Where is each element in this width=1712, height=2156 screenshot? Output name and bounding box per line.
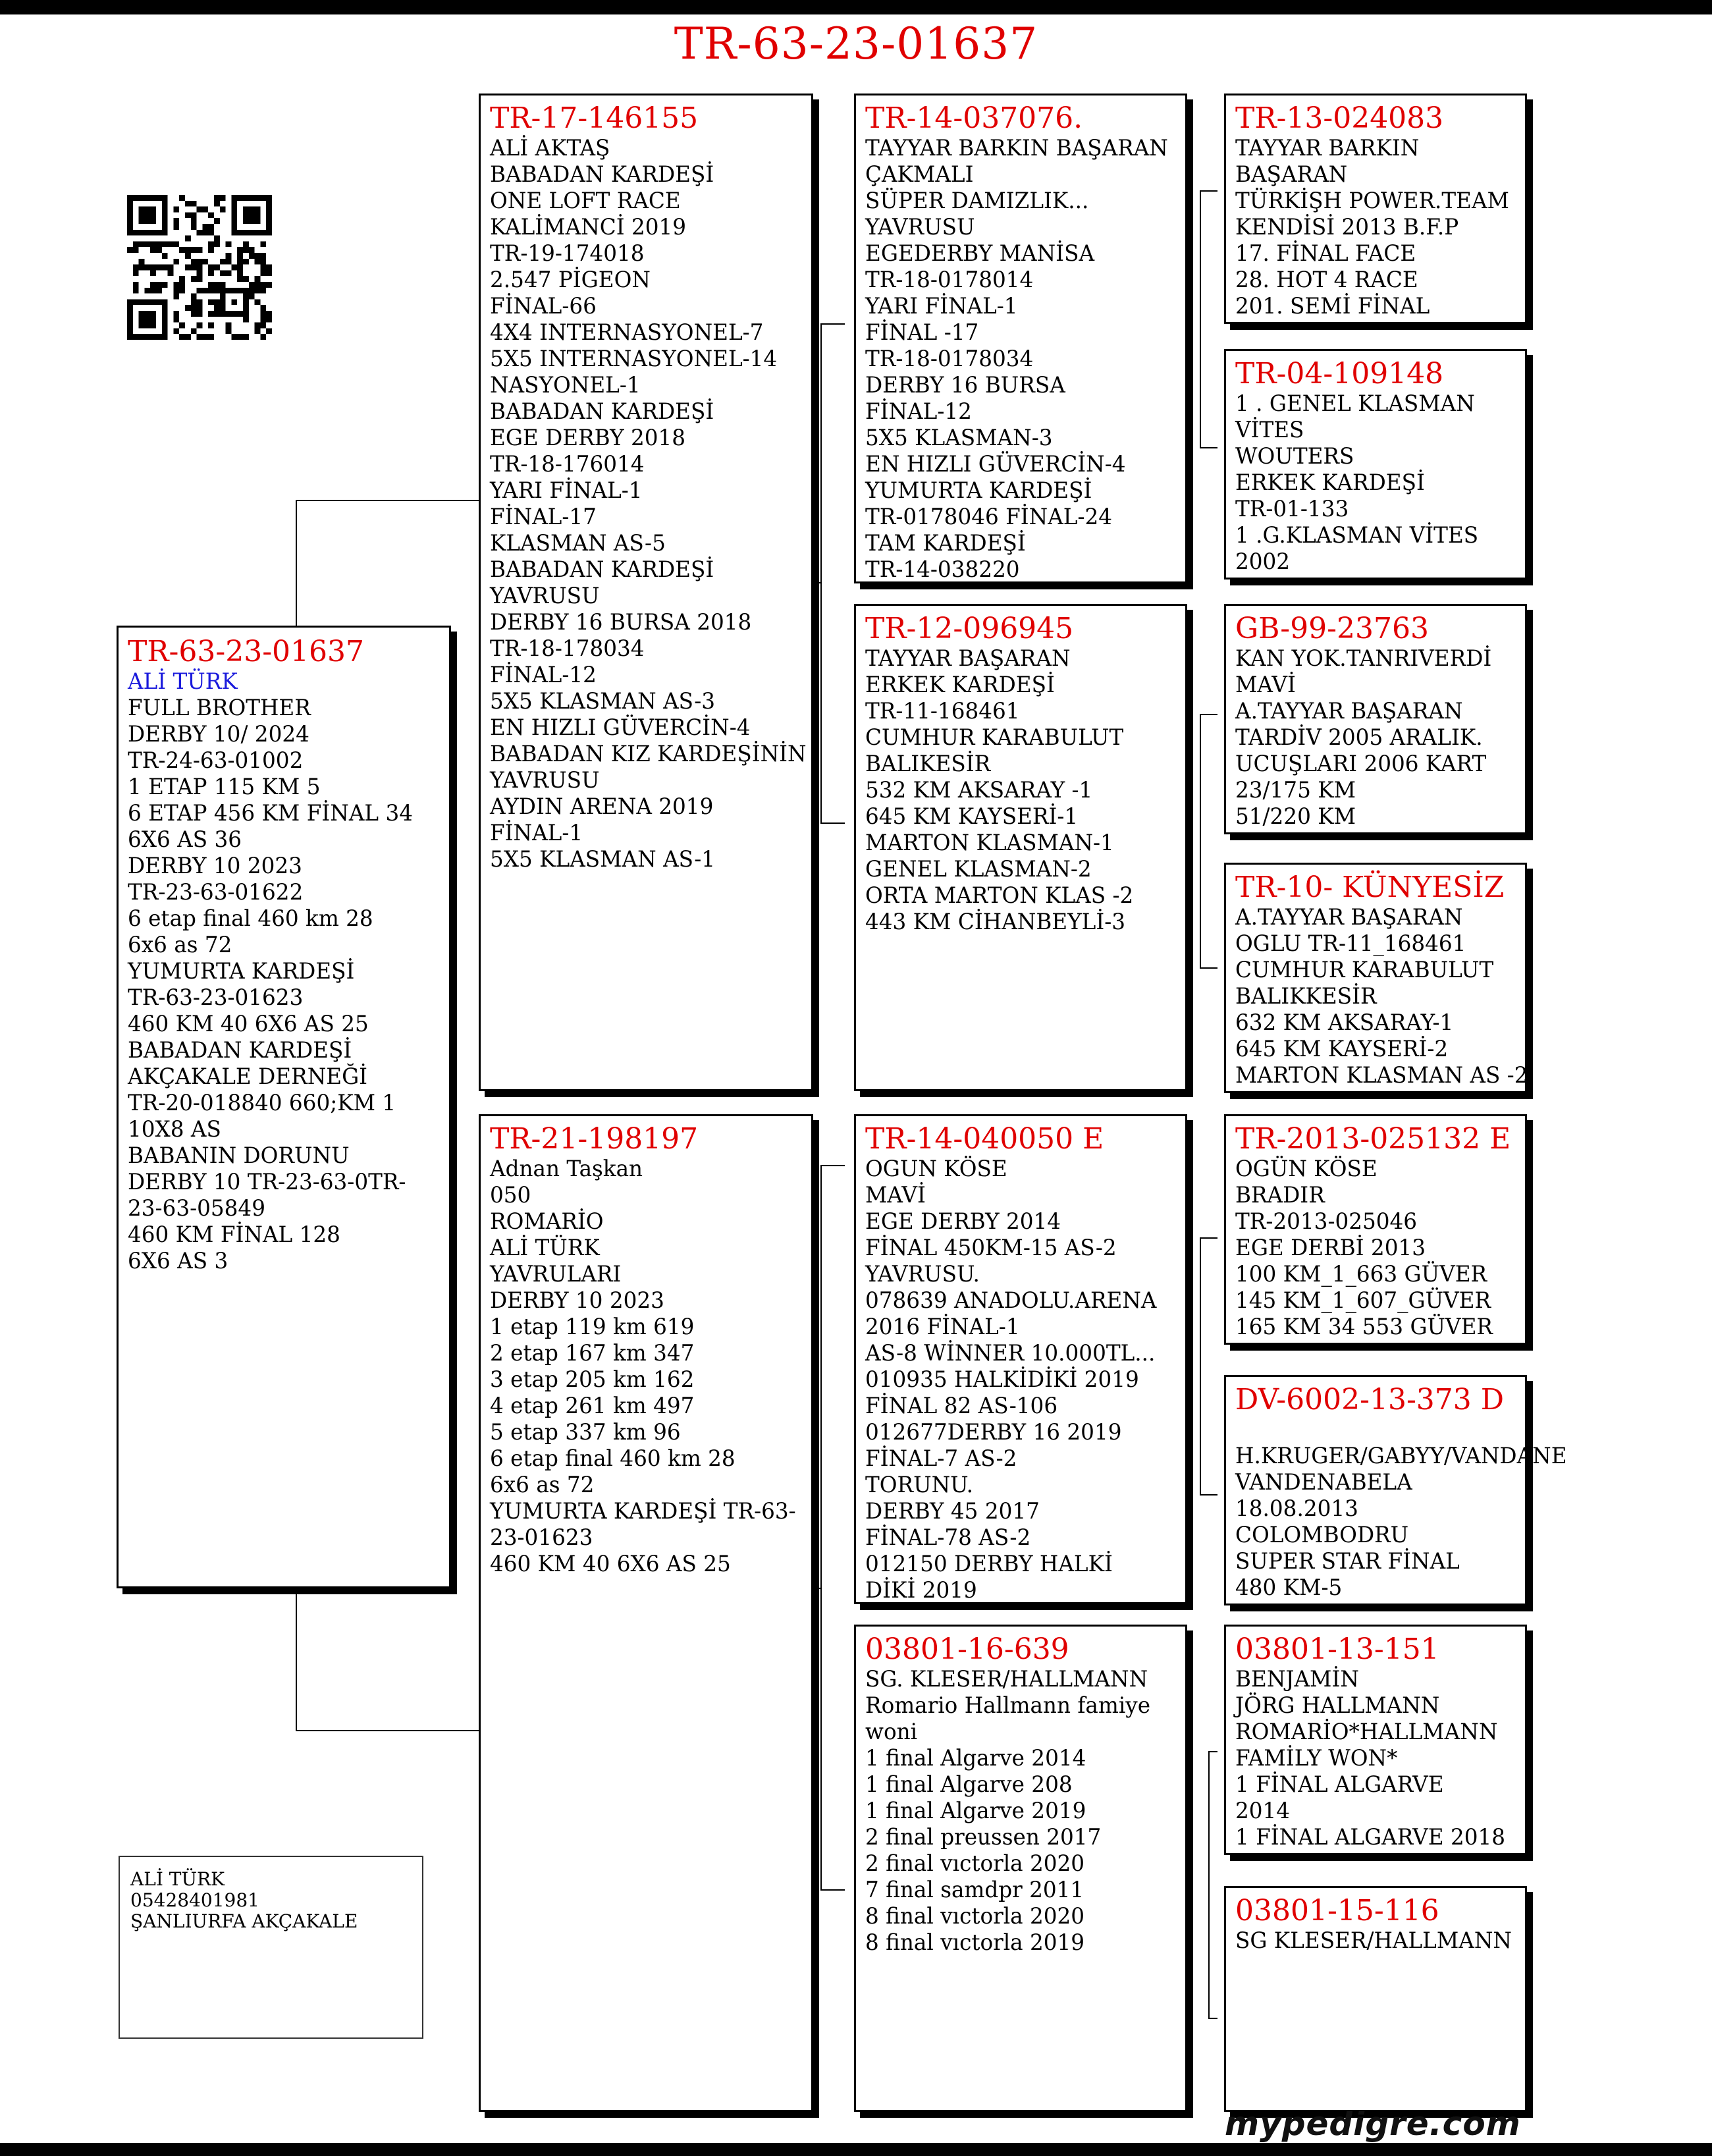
bottom-border xyxy=(0,2143,1712,2156)
detail-line: EN HIZLI GÜVERCİN-4 xyxy=(490,714,751,741)
detail-line: SÜPER DAMIZLIK... xyxy=(865,188,1089,214)
detail-line: 10X8 AS xyxy=(128,1116,221,1143)
detail-line: ALİ TÜRK xyxy=(490,1235,600,1261)
contact-location: ŞANLIURFA AKÇAKALE xyxy=(130,1910,358,1932)
ddd-details xyxy=(1235,1927,1516,1954)
detail-line: 6 etap final 460 km 28 xyxy=(490,1445,736,1472)
detail-line: 17. FİNAL FACE xyxy=(1235,240,1416,267)
detail-line: 1 FİNAL ALGARVE xyxy=(1235,1771,1444,1798)
detail-line: NASYONEL-1 xyxy=(490,372,641,398)
detail-line: TR-18-176014 xyxy=(490,451,645,477)
detail-line: TR-24-63-01002 xyxy=(128,747,304,774)
sds-ring-number: GB-99-23763 xyxy=(1235,612,1429,645)
detail-line: 6X6 AS 36 xyxy=(128,826,242,853)
detail-line: SUPER STAR FİNAL xyxy=(1235,1548,1460,1575)
sire-ring-number: TR-17-146155 xyxy=(490,101,699,135)
detail-line: TR-18-178034 xyxy=(490,635,645,662)
detail-line xyxy=(1235,1416,1505,1443)
detail-line: ERKEK KARDEŞİ xyxy=(1235,470,1425,496)
sdd-details xyxy=(1235,904,1528,1089)
sire-sire-dam-card xyxy=(1224,349,1527,579)
detail-line: 3 etap 205 km 162 xyxy=(490,1366,695,1393)
detail-line: 645 KM KAYSERİ-2 xyxy=(1235,1036,1449,1062)
detail-line: YARI FİNAL-1 xyxy=(490,477,643,504)
detail-line: BALIKKESİR xyxy=(1235,983,1377,1010)
sire-details xyxy=(490,135,807,873)
detail-line: BABANIN DORUNU xyxy=(128,1143,350,1169)
detail-line: TR-11-168461 xyxy=(865,698,1020,724)
watermark-logo: mypedigre.com xyxy=(1225,2105,1521,2143)
detail-line: 5X5 KLASMAN AS-1 xyxy=(490,846,715,873)
sdd-ring-number: TR-10- KÜNYESİZ xyxy=(1235,871,1505,904)
detail-line: Romario Hallmann famiye xyxy=(865,1692,1151,1719)
contact-phone: 05428401981 xyxy=(130,1889,259,1911)
detail-line: FAMİLY WON* xyxy=(1235,1745,1398,1771)
detail-line: TR-01-133 xyxy=(1235,496,1349,522)
detail-line: MAVİ xyxy=(865,1182,926,1208)
detail-line: DERBY 10 2023 xyxy=(490,1287,664,1314)
ddd-ring-number: 03801-15-116 xyxy=(1235,1894,1439,1927)
dss-details xyxy=(1235,1156,1516,1340)
detail-line: TR-0178046 FİNAL-24 xyxy=(865,504,1113,530)
dam-ring-number: TR-21-198197 xyxy=(490,1122,699,1156)
detail-line: KENDİSİ 2013 B.F.P xyxy=(1235,214,1459,240)
sire-dam-sire-card xyxy=(1224,604,1527,834)
detail-line: 050 xyxy=(490,1182,531,1208)
detail-line: 5 etap 337 km 96 xyxy=(490,1419,681,1445)
detail-line: BABADAN KARDEŞİ xyxy=(490,556,714,583)
dam-sire-sire-card xyxy=(1224,1114,1527,1345)
detail-line: TAM KARDEŞİ xyxy=(865,530,1026,556)
detail-line: YUMURTA KARDEŞİ xyxy=(128,958,355,984)
detail-line: TR-18-0178034 xyxy=(865,346,1034,372)
detail-line: KAN YOK.TANRIVERDİ xyxy=(1235,645,1492,672)
dam-dam-dam-card xyxy=(1224,1886,1527,2112)
detail-line: BABADAN KARDEŞİ xyxy=(128,1037,352,1064)
detail-line: JÖRG HALLMANN xyxy=(1235,1692,1440,1719)
detail-line: 100 KM_1_663 GÜVER xyxy=(1235,1261,1487,1287)
detail-line: A.TAYYAR BAŞARAN xyxy=(1235,904,1463,930)
detail-line: 1 final Algarve 208 xyxy=(865,1771,1073,1798)
subject-details xyxy=(128,695,440,1274)
detail-line: 4X4 INTERNASYONEL-7 xyxy=(490,319,764,346)
detail-line: BAŞARAN xyxy=(1235,161,1348,188)
detail-line: UCUŞLARI 2006 KART xyxy=(1235,751,1487,777)
detail-line: BRADIR xyxy=(1235,1182,1325,1208)
detail-line: YAVRUSU. xyxy=(865,1261,980,1287)
detail-line: ÇAKMALI xyxy=(865,161,974,188)
detail-line: DERBY 10 TR-23-63-0TR- xyxy=(128,1169,406,1195)
sire-card xyxy=(479,94,813,1091)
detail-line: OGUN KÖSE xyxy=(865,1156,1007,1182)
detail-line: 1 ETAP 115 KM 5 xyxy=(128,774,321,800)
detail-line: TR-20-018840 660;KM 1 xyxy=(128,1090,396,1116)
dss-ring-number: TR-2013-025132 E xyxy=(1235,1122,1511,1156)
detail-line: TORUNU. xyxy=(865,1472,974,1498)
subject-owner: ALİ TÜRK xyxy=(128,668,238,695)
dam-sire-details xyxy=(865,1156,1176,1604)
detail-line: FULL BROTHER xyxy=(128,695,311,721)
detail-line: YUMURTA KARDEŞİ TR-63- xyxy=(490,1498,796,1524)
detail-line: 51/220 KM xyxy=(1235,803,1356,830)
dam-dam-ring-number: 03801-16-639 xyxy=(865,1632,1069,1666)
detail-line: DERBY 10/ 2024 xyxy=(128,721,309,747)
detail-line: 6 etap final 460 km 28 xyxy=(128,905,373,932)
detail-line: 23-63-05849 xyxy=(128,1195,265,1222)
detail-line: ALİ AKTAŞ xyxy=(490,135,610,161)
detail-line: 23-01623 xyxy=(490,1524,593,1551)
detail-line: VİTES xyxy=(1235,417,1304,443)
detail-line: FİNAL-66 xyxy=(490,293,597,319)
dam-sire-ring-number: TR-14-040050 E xyxy=(865,1122,1104,1156)
sire-sire-ring-number: TR-14-037076. xyxy=(865,101,1083,135)
detail-line: 645 KM KAYSERİ-1 xyxy=(865,803,1079,830)
detail-line: 6x6 as 72 xyxy=(490,1472,595,1498)
detail-line: KALİMANCİ 2019 xyxy=(490,214,687,240)
dds-details xyxy=(1235,1666,1516,1850)
detail-line: DERBY 16 BURSA 2018 xyxy=(490,609,752,635)
sire-dam-card xyxy=(854,604,1187,1091)
detail-line: 2016 FİNAL-1 xyxy=(865,1314,1020,1340)
ssd-details xyxy=(1235,391,1516,575)
detail-line: GENEL KLASMAN-2 xyxy=(865,856,1092,882)
sss-ring-number: TR-13-024083 xyxy=(1235,101,1444,135)
subject-pigeon-card xyxy=(117,626,451,1588)
detail-line: 1 final Algarve 2019 xyxy=(865,1798,1086,1824)
detail-line: ROMARİO*HALLMANN xyxy=(1235,1719,1498,1745)
page-title: TR-63-23-01637 xyxy=(674,18,1038,69)
detail-line: 145 KM_1_607_GÜVER xyxy=(1235,1287,1491,1314)
detail-line: TAYYAR BARKIN xyxy=(1235,135,1420,161)
detail-line: FİNAL 82 AS-106 xyxy=(865,1393,1058,1419)
detail-line: AYDIN ARENA 2019 xyxy=(490,794,714,820)
detail-line: 1 .G.KLASMAN VİTES xyxy=(1235,522,1479,549)
sire-dam-details xyxy=(865,645,1176,935)
detail-line: DİKİ 2019 xyxy=(865,1577,977,1604)
detail-line: EN HIZLI GÜVERCİN-4 xyxy=(865,451,1126,477)
detail-line: TAYYAR BARKIN BAŞARAN xyxy=(865,135,1168,161)
dam-dam-card xyxy=(854,1625,1187,2112)
sire-sire-card xyxy=(854,94,1187,583)
detail-line: TARDİV 2005 ARALIK. xyxy=(1235,724,1483,751)
detail-line: MARTON KLASMAN AS -2 xyxy=(1235,1062,1528,1089)
sire-sire-sire-card xyxy=(1224,94,1527,324)
detail-line: 2002 xyxy=(1235,549,1291,575)
sire-sire-details xyxy=(865,135,1176,583)
detail-line: 460 KM 40 6X6 AS 25 xyxy=(128,1011,369,1037)
detail-line: 632 KM AKSARAY-1 xyxy=(1235,1010,1454,1036)
sire-dam-dam-card xyxy=(1224,863,1527,1093)
detail-line: FİNAL-12 xyxy=(865,398,972,425)
detail-line: 5X5 KLASMAN AS-3 xyxy=(490,688,715,714)
detail-line: 2 final vıctorla 2020 xyxy=(865,1850,1085,1877)
detail-line: 2 etap 167 km 347 xyxy=(490,1340,695,1366)
detail-line: FİNAL-1 xyxy=(490,820,583,846)
detail-line: DERBY 45 2017 xyxy=(865,1498,1040,1524)
detail-line: 4 etap 261 km 497 xyxy=(490,1393,695,1419)
detail-line: EGE DERBİ 2013 xyxy=(1235,1235,1426,1261)
detail-line: 532 KM AKSARAY -1 xyxy=(865,777,1093,803)
detail-line: SG. KLESER/HALLMANN xyxy=(865,1666,1148,1692)
detail-line: EGEDERBY MANİSA xyxy=(865,240,1095,267)
detail-line: BALIKESİR xyxy=(865,751,991,777)
detail-line: FİNAL-12 xyxy=(490,662,597,688)
detail-line: 2.547 PİGEON xyxy=(490,267,651,293)
detail-line: AS-8 WİNNER 10.000TL... xyxy=(865,1340,1156,1366)
detail-line: YUMURTA KARDEŞİ xyxy=(865,477,1092,504)
detail-line: BABADAN KARDEŞİ xyxy=(490,398,714,425)
dds-ring-number: 03801-13-151 xyxy=(1235,1632,1439,1666)
detail-line: 6X6 AS 3 xyxy=(128,1248,228,1274)
dsd-details xyxy=(1235,1416,1567,1601)
detail-line: 460 KM FİNAL 128 xyxy=(128,1222,340,1248)
detail-line: Adnan Taşkan xyxy=(490,1156,643,1182)
detail-line: BENJAMİN xyxy=(1235,1666,1359,1692)
detail-line: ERKEK KARDEŞİ xyxy=(865,672,1055,698)
sire-dam-ring-number: TR-12-096945 xyxy=(865,612,1074,645)
detail-line: EGE DERBY 2018 xyxy=(490,425,686,451)
breeder-contact-box xyxy=(119,1856,423,2039)
detail-line: FİNAL-7 AS-2 xyxy=(865,1445,1017,1472)
detail-line: BABADAN KARDEŞİ xyxy=(490,161,714,188)
detail-line: DERBY 16 BURSA xyxy=(865,372,1065,398)
detail-line: ROMARİO xyxy=(490,1208,604,1235)
detail-line: DERBY 10 2023 xyxy=(128,853,302,879)
detail-line: BABADAN KIZ KARDEŞİNİN xyxy=(490,741,807,767)
detail-line: TR-63-23-01623 xyxy=(128,984,304,1011)
detail-line: 8 final vıctorla 2020 xyxy=(865,1903,1085,1929)
detail-line: ORTA MARTON KLAS -2 xyxy=(865,882,1134,909)
dam-sire-dam-card xyxy=(1224,1375,1567,1605)
detail-line: 1 etap 119 km 619 xyxy=(490,1314,695,1340)
detail-line: 28. HOT 4 RACE xyxy=(1235,267,1418,293)
detail-line: WOUTERS xyxy=(1235,443,1354,470)
dam-card xyxy=(479,1114,813,2112)
detail-line: MAVİ xyxy=(1235,672,1296,698)
detail-line: 1 FİNAL ALGARVE 2018 xyxy=(1235,1824,1506,1850)
detail-line: 480 KM-5 xyxy=(1235,1575,1343,1601)
detail-line: TÜRKİŞH POWER.TEAM xyxy=(1235,188,1509,214)
detail-line: 6 ETAP 456 KM FİNAL 34 xyxy=(128,800,413,826)
detail-line: TR-2013-025046 xyxy=(1235,1208,1418,1235)
detail-line: FİNAL -17 xyxy=(865,319,979,346)
detail-line: TR-19-174018 xyxy=(490,240,645,267)
detail-line: 443 KM CİHANBEYLİ-3 xyxy=(865,909,1126,935)
detail-line: ONE LOFT RACE xyxy=(490,188,681,214)
subject-ring-number: TR-63-23-01637 xyxy=(128,635,365,668)
detail-line: 7 final samdpr 2011 xyxy=(865,1877,1084,1903)
sss-details xyxy=(1235,135,1516,319)
detail-line: 5X5 INTERNASYONEL-14 xyxy=(490,346,778,372)
detail-line: YAVRULARI xyxy=(490,1261,622,1287)
detail-line: 23/175 KM xyxy=(1235,777,1356,803)
detail-line: 18.08.2013 xyxy=(1235,1496,1358,1522)
dam-dam-sire-card xyxy=(1224,1625,1527,1855)
detail-line: FİNAL 450KM-15 AS-2 xyxy=(865,1235,1117,1261)
sds-details xyxy=(1235,645,1516,830)
detail-line: VANDENABELA xyxy=(1235,1469,1412,1496)
detail-line: TR-18-0178014 xyxy=(865,267,1034,293)
detail-line: 1 . GENEL KLASMAN xyxy=(1235,391,1475,417)
detail-line: 6x6 as 72 xyxy=(128,932,232,958)
detail-line: AKÇAKALE DERNEĞİ xyxy=(128,1064,368,1090)
detail-line: YAVRUSU xyxy=(865,214,975,240)
detail-line: MARTON KLASMAN-1 xyxy=(865,830,1114,856)
detail-line: 2014 xyxy=(1235,1798,1291,1824)
detail-line: FİNAL-17 xyxy=(490,504,597,530)
detail-line: 2 final preussen 2017 xyxy=(865,1824,1102,1850)
detail-line: 010935 HALKİDİKİ 2019 xyxy=(865,1366,1139,1393)
detail-line: TR-23-63-01622 xyxy=(128,879,304,905)
detail-line: YAVRUSU xyxy=(490,583,600,609)
detail-line: 460 KM 40 6X6 AS 25 xyxy=(490,1551,731,1577)
detail-line: KLASMAN AS-5 xyxy=(490,530,666,556)
detail-line: 8 final vıctorla 2019 xyxy=(865,1929,1085,1956)
ssd-ring-number: TR-04-109148 xyxy=(1235,357,1444,391)
contact-name: ALİ TÜRK xyxy=(130,1868,225,1890)
detail-line: 012677DERBY 16 2019 xyxy=(865,1419,1122,1445)
detail-line: TR-14-038220 xyxy=(865,556,1020,583)
detail-line: 012150 DERBY HALKİ xyxy=(865,1551,1113,1577)
detail-line: 5X5 KLASMAN-3 xyxy=(865,425,1053,451)
detail-line: CUMHUR KARABULUT xyxy=(1235,957,1494,983)
dam-sire-card xyxy=(854,1114,1187,1604)
detail-line: SG KLESER/HALLMANN xyxy=(1235,1927,1512,1954)
detail-line: YAVRUSU xyxy=(490,767,600,794)
detail-line: FİNAL-78 AS-2 xyxy=(865,1524,1031,1551)
detail-line: A.TAYYAR BAŞARAN xyxy=(1235,698,1463,724)
detail-line: 078639 ANADOLU.ARENA xyxy=(865,1287,1157,1314)
detail-line: 1 final Algarve 2014 xyxy=(865,1745,1086,1771)
detail-line: 201. SEMİ FİNAL xyxy=(1235,293,1430,319)
detail-line: EGE DERBY 2014 xyxy=(865,1208,1061,1235)
detail-line: 165 KM 34 553 GÜVER xyxy=(1235,1314,1493,1340)
detail-line: woni xyxy=(865,1719,918,1745)
detail-line: YARI FİNAL-1 xyxy=(865,293,1018,319)
detail-line: COLOMBODRU xyxy=(1235,1522,1409,1548)
dsd-ring-number: DV-6002-13-373 D xyxy=(1235,1383,1505,1416)
dam-dam-details xyxy=(865,1666,1176,1956)
dam-details xyxy=(490,1156,802,1577)
detail-line: OGÜN KÖSE xyxy=(1235,1156,1378,1182)
detail-line: CUMHUR KARABULUT xyxy=(865,724,1124,751)
detail-line: OGLU TR-11_168461 xyxy=(1235,930,1466,957)
detail-line: H.KRUGER/GABYY/VANDANE xyxy=(1235,1443,1567,1469)
detail-line: TAYYAR BAŞARAN xyxy=(865,645,1071,672)
